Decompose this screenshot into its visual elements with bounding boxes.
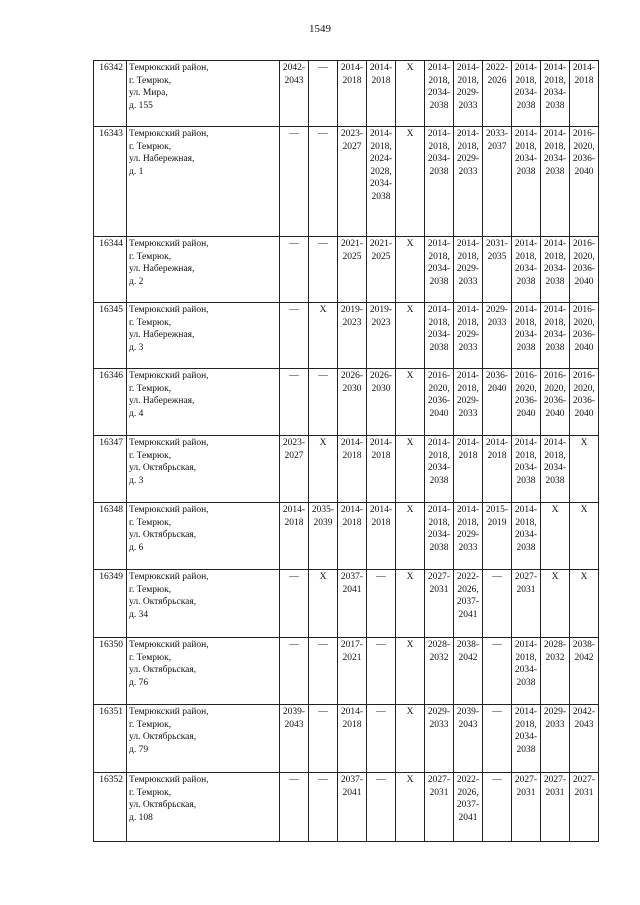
period-cell: 2038- 2042: [570, 638, 599, 705]
period-cell: —: [309, 773, 338, 842]
period-cell: X: [570, 570, 599, 638]
table-row: [94, 61, 599, 127]
period-cell: 2016- 2020, 2036- 2040: [570, 127, 599, 237]
period-cell: —: [483, 570, 512, 638]
period-cell: 2014- 2018: [570, 61, 599, 127]
period-cell: 2014- 2018, 2034- 2038: [512, 705, 541, 773]
address-cell: Темрюкский район, г. Темрюк, ул. Октябрьская, д. 79: [127, 705, 280, 773]
period-cell: X: [396, 773, 425, 842]
period-cell: 2019- 2023: [367, 303, 396, 369]
period-cell: 2014- 2018: [367, 61, 396, 127]
period-cell: 2016- 2020, 2036- 2040: [570, 237, 599, 303]
period-cell: 2027- 2031: [512, 570, 541, 638]
table-row: [94, 638, 599, 705]
period-cell: 2014- 2018: [454, 436, 483, 503]
table-row: [94, 237, 599, 303]
period-cell: 2022- 2026, 2037- 2041: [454, 570, 483, 638]
period-cell: 2014- 2018, 2034- 2038: [512, 638, 541, 705]
period-cell: 2021- 2025: [338, 237, 367, 303]
period-cell: 2014- 2018, 2034- 2038: [541, 436, 570, 503]
table-row: [94, 773, 599, 842]
period-cell: —: [367, 570, 396, 638]
period-cell: 2027- 2031: [541, 773, 570, 842]
period-cell: 2016- 2020, 2036- 2040: [541, 369, 570, 436]
period-cell: 2037- 2041: [338, 570, 367, 638]
period-cell: —: [309, 127, 338, 237]
period-cell: —: [280, 638, 309, 705]
address-cell: Темрюкский район, г. Темрюк, ул. Октябрьская, д. 76: [127, 638, 280, 705]
period-cell: 2014- 2018, 2034- 2038: [541, 237, 570, 303]
table-row: [94, 570, 599, 638]
period-cell: 2029- 2033: [483, 303, 512, 369]
period-cell: 2027- 2031: [425, 570, 454, 638]
period-cell: —: [483, 638, 512, 705]
period-cell: 2014- 2018, 2034- 2038: [512, 303, 541, 369]
period-cell: 2027- 2031: [512, 773, 541, 842]
period-cell: X: [396, 705, 425, 773]
period-cell: 2036- 2040: [483, 369, 512, 436]
period-cell: X: [396, 638, 425, 705]
period-cell: 2014- 2018, 2034- 2038: [425, 127, 454, 237]
period-cell: 2014- 2018, 2034- 2038: [425, 436, 454, 503]
address-cell: Темрюкский район, г. Темрюк, ул. Набережная, д. 1: [127, 127, 280, 237]
table-row: [94, 503, 599, 570]
row-number-cell: 16343: [94, 127, 127, 237]
period-cell: 2015- 2019: [483, 503, 512, 570]
address-cell: Темрюкский район, г. Темрюк, ул. Набережная, д. 3: [127, 303, 280, 369]
period-cell: X: [396, 237, 425, 303]
table-row: [94, 303, 599, 369]
row-number-cell: 16352: [94, 773, 127, 842]
period-cell: X: [541, 570, 570, 638]
period-cell: —: [280, 303, 309, 369]
period-cell: 2016- 2020, 2036- 2040: [425, 369, 454, 436]
period-cell: 2014- 2018, 2029- 2033: [454, 369, 483, 436]
row-number-cell: 16351: [94, 705, 127, 773]
period-cell: —: [280, 237, 309, 303]
period-cell: 2029- 2033: [425, 705, 454, 773]
schedule-table: [93, 60, 599, 842]
row-number-cell: 16347: [94, 436, 127, 503]
period-cell: X: [396, 369, 425, 436]
period-cell: 2026- 2030: [338, 369, 367, 436]
period-cell: 2014- 2018, 2034- 2038: [512, 503, 541, 570]
period-cell: 2014- 2018, 2034- 2038: [425, 503, 454, 570]
period-cell: 2014- 2018, 2034- 2038: [512, 436, 541, 503]
period-cell: 2026- 2030: [367, 369, 396, 436]
period-cell: 2021- 2025: [367, 237, 396, 303]
period-cell: 2027- 2031: [425, 773, 454, 842]
period-cell: 2014- 2018: [338, 503, 367, 570]
period-cell: 2014- 2018, 2029- 2033: [454, 303, 483, 369]
period-cell: 2035- 2039: [309, 503, 338, 570]
period-cell: 2017- 2021: [338, 638, 367, 705]
period-cell: 2042- 2043: [570, 705, 599, 773]
period-cell: 2039- 2043: [280, 705, 309, 773]
period-cell: 2014- 2018, 2034- 2038: [541, 303, 570, 369]
period-cell: 2014- 2018, 2034- 2038: [425, 61, 454, 127]
period-cell: 2019- 2023: [338, 303, 367, 369]
address-cell: Темрюкский район, г. Темрюк, ул. Октябрьская, д. 34: [127, 570, 280, 638]
period-cell: —: [280, 570, 309, 638]
period-cell: 2022- 2026, 2037- 2041: [454, 773, 483, 842]
period-cell: —: [309, 237, 338, 303]
period-cell: 2027- 2031: [570, 773, 599, 842]
period-cell: X: [396, 503, 425, 570]
period-cell: 2028- 2032: [541, 638, 570, 705]
period-cell: X: [396, 303, 425, 369]
row-number-cell: 16344: [94, 237, 127, 303]
page-number: 1549: [309, 23, 331, 35]
period-cell: —: [309, 61, 338, 127]
period-cell: 2014- 2018, 2034- 2038: [541, 127, 570, 237]
period-cell: 2014- 2018, 2029- 2033: [454, 237, 483, 303]
period-cell: 2014- 2018, 2034- 2038: [541, 61, 570, 127]
period-cell: —: [280, 127, 309, 237]
address-cell: Темрюкский район, г. Темрюк, ул. Октябрьская, д. 6: [127, 503, 280, 570]
row-number-cell: 16349: [94, 570, 127, 638]
period-cell: 2022- 2026: [483, 61, 512, 127]
period-cell: 2014- 2018: [367, 436, 396, 503]
period-cell: X: [396, 127, 425, 237]
period-cell: —: [280, 369, 309, 436]
period-cell: 2014- 2018, 2029- 2033: [454, 61, 483, 127]
period-cell: 2014- 2018, 2029- 2033: [454, 127, 483, 237]
period-cell: 2033- 2037: [483, 127, 512, 237]
period-cell: —: [309, 638, 338, 705]
period-cell: X: [570, 503, 599, 570]
period-cell: X: [570, 436, 599, 503]
period-cell: 2014- 2018: [483, 436, 512, 503]
period-cell: —: [280, 773, 309, 842]
period-cell: 2029- 2033: [541, 705, 570, 773]
period-cell: —: [367, 705, 396, 773]
period-cell: X: [541, 503, 570, 570]
period-cell: 2014- 2018: [367, 503, 396, 570]
address-cell: Темрюкский район, г. Темрюк, ул. Набережная, д. 4: [127, 369, 280, 436]
period-cell: —: [483, 705, 512, 773]
period-cell: X: [309, 303, 338, 369]
period-cell: 2014- 2018: [280, 503, 309, 570]
period-cell: —: [367, 773, 396, 842]
address-cell: Темрюкский район, г. Темрюк, ул. Мира, д. 155: [127, 61, 280, 127]
address-cell: Темрюкский район, г. Темрюк, ул. Октябрьская, д. 108: [127, 773, 280, 842]
row-number-cell: 16346: [94, 369, 127, 436]
period-cell: —: [309, 705, 338, 773]
period-cell: X: [396, 436, 425, 503]
table-row: [94, 369, 599, 436]
row-number-cell: 16350: [94, 638, 127, 705]
period-cell: —: [483, 773, 512, 842]
period-cell: 2023- 2027: [338, 127, 367, 237]
table-row: [94, 436, 599, 503]
period-cell: 2014- 2018, 2024- 2028, 2034- 2038: [367, 127, 396, 237]
row-number-cell: 16342: [94, 61, 127, 127]
period-cell: 2016- 2020, 2036- 2040: [570, 369, 599, 436]
period-cell: 2028- 2032: [425, 638, 454, 705]
table-row: [94, 705, 599, 773]
period-cell: 2016- 2020, 2036- 2040: [570, 303, 599, 369]
period-cell: —: [367, 638, 396, 705]
period-cell: X: [396, 61, 425, 127]
period-cell: 2014- 2018: [338, 61, 367, 127]
period-cell: 2014- 2018, 2034- 2038: [425, 303, 454, 369]
period-cell: X: [309, 570, 338, 638]
row-number-cell: 16348: [94, 503, 127, 570]
period-cell: 2014- 2018, 2034- 2038: [512, 127, 541, 237]
period-cell: 2031- 2035: [483, 237, 512, 303]
period-cell: 2039- 2043: [454, 705, 483, 773]
period-cell: 2042- 2043: [280, 61, 309, 127]
period-cell: —: [309, 369, 338, 436]
table-row: [94, 127, 599, 237]
address-cell: Темрюкский район, г. Темрюк, ул. Октябрьская, д. 3: [127, 436, 280, 503]
period-cell: 2014- 2018: [338, 436, 367, 503]
period-cell: 2014- 2018, 2029- 2033: [454, 503, 483, 570]
period-cell: 2037- 2041: [338, 773, 367, 842]
period-cell: 2014- 2018, 2034- 2038: [512, 237, 541, 303]
period-cell: X: [396, 570, 425, 638]
period-cell: X: [309, 436, 338, 503]
period-cell: 2014- 2018, 2034- 2038: [512, 61, 541, 127]
period-cell: 2014- 2018, 2034- 2038: [425, 237, 454, 303]
address-cell: Темрюкский район, г. Темрюк, ул. Набережная, д. 2: [127, 237, 280, 303]
period-cell: 2023- 2027: [280, 436, 309, 503]
period-cell: 2038- 2042: [454, 638, 483, 705]
period-cell: 2014- 2018: [338, 705, 367, 773]
period-cell: 2016- 2020, 2036- 2040: [512, 369, 541, 436]
row-number-cell: 16345: [94, 303, 127, 369]
